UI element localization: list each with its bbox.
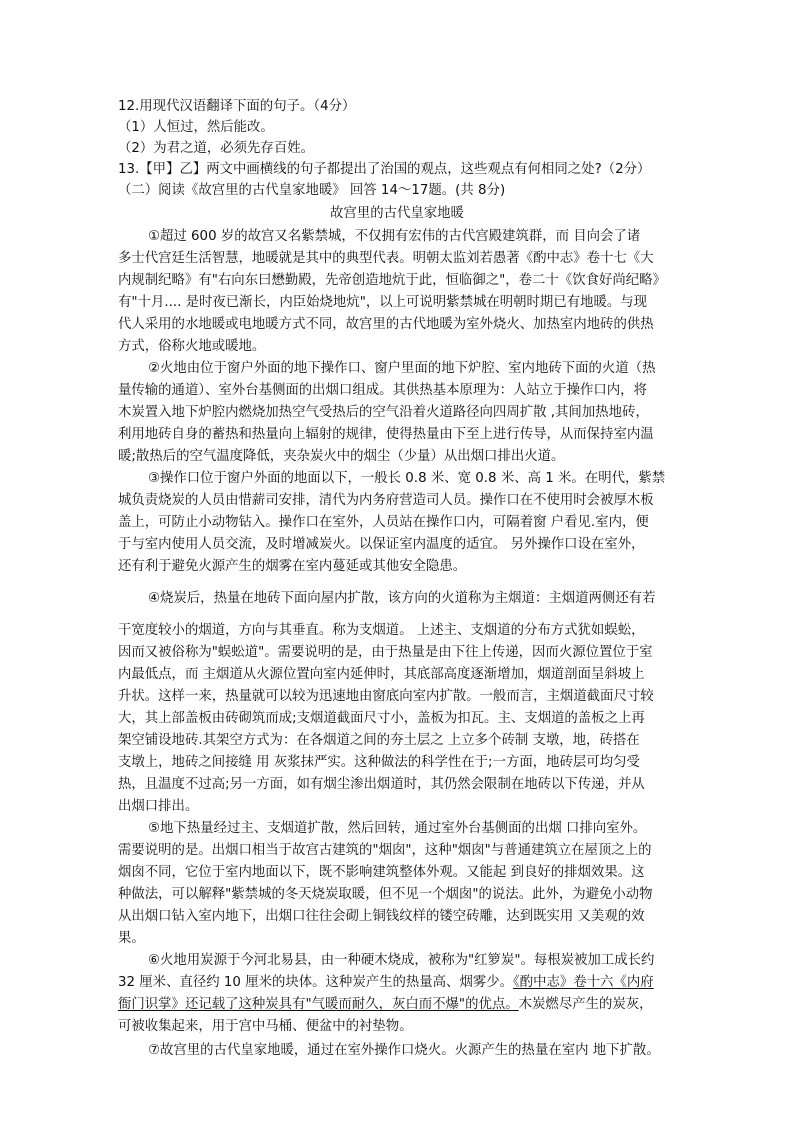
paragraph-line: 多士代宫廷生活智慧，地暖就是其中的典型代表。明朝太监刘若愚著《酌中志》卷十七《大	[118, 251, 654, 266]
paragraph-line: 代人采用的水地暖或电地暖方式不同，故宫里的古代地暖为室外烧火、加热室内地砖的供热	[118, 317, 654, 332]
underlined-text: 衙门识掌》还记载了这种炭具有"气暖而耐久，灰白而不爆"的优点。	[118, 997, 519, 1012]
paragraph-line: ③操作口位于窗户外面的地面以下，一般长 0.8 米、宽 0.8 米、高 1 米。在明代，紫禁	[148, 471, 666, 486]
paragraph-line: ⑤地下热量经过主、支烟道扩散，然后回转，通过室外台基侧面的出烟 口排向室外。	[148, 821, 647, 836]
paragraph-line: ⑦故宫里的古代皇家地暖，通过在室外操作口烧火。火源产生的热量在室内 地下扩散。	[148, 1043, 660, 1058]
paragraph-line: 支墩上，地砖之间接缝 用 灰浆抹严实。这种做法的科学性在于;一方面，地砖层可均匀受	[118, 755, 640, 770]
paragraph-line: 内规制纪略》有"右向东曰懋勤殿，先帝创造地炕于此，恒临御之"，卷二十《饮食好尚纪略》	[118, 273, 666, 288]
paragraph-line: 城负责烧炭的人员由惜薪司安排，清代为内务府营造司人员。操作口在不使用时会被厚木板	[118, 493, 654, 508]
paragraph-line: 木炭置入地下炉腔内燃烧加热空气受热后的空气沿着火道路径向四周扩散 ,其间加热地砖，	[118, 405, 649, 420]
paragraph-line: 暖;散热后的空气温度降低，夹杂炭火中的烟尘（少量）从出烟口排出火道。	[118, 449, 565, 464]
paragraph-line: 内最低点，而 主烟道从火源位置向室内延伸时，其底部高度逐渐增加，烟道剖面呈斜坡上	[118, 667, 645, 682]
paragraph-line: 烟囱不同，它位于室内地面以下，既不影响建筑整体外观。又能起 到良好的排烟效果。这	[118, 865, 645, 880]
paragraph-line: 因而又被俗称为"蜈蚣道"。需要说明的是，由于热量是由下往上传递，因而火源位置位于室	[118, 645, 653, 660]
paragraph-line: 可被收集起来，用于宫中马桶、便盆中的衬垫物。	[118, 1019, 413, 1034]
paragraph-line: 需要说明的是。出烟口相当于故宫古建筑的"烟囱"，这种"烟囱"与普通建筑立在屋顶之上的	[118, 843, 652, 858]
paragraph-line: ④烧炭后，热量在地砖下面向屋内扩散，该方向的火道称为主烟道：主烟道两侧还有若	[148, 591, 656, 606]
line-text: 木炭燃尽产生的炭灰，	[518, 997, 653, 1012]
paragraph-line: 有"十月.... 是时夜已渐长，内臣始烧地炕"，以上可说明紫禁城在明朝时期已有地暖。与现	[118, 295, 648, 310]
article-title: 故宫里的古代皇家地暖	[330, 206, 464, 221]
paragraph-line: 从出烟口钻入室内地下，出烟口往往会砌上铜钱纹样的镂空砖雕，达到既实用 又美观的效	[118, 909, 645, 924]
paragraph-line: 还有利于避免火源产生的烟雾在室内蔓延或其他安全隐患。	[118, 559, 467, 574]
paragraph-line: ⑥火地用炭源于今河北易县，由一种硬木烧成，被称为"红箩炭"。每根炭被加工成长约	[148, 953, 655, 968]
paragraph-line: 于与室内使用人员交流，及时增减炭火。以保证室内温度的适宜。 另外操作口设在室外，	[118, 537, 645, 552]
paragraph-line: 利用地砖自身的蓄热和热量向上辐射的规律，使得热量由下至上进行传导，从而保持室内温	[118, 427, 654, 442]
paragraph-line: ②火地由位于窗户外面的地下操作口、窗户里面的地下炉腔、室内地砖下面的火道（热	[148, 361, 656, 376]
paragraph-line: 种做法，可以解释"紫禁城的冬天烧炭取暖，但不见一个烟囱"的说法。此外，为避免小动物	[118, 887, 653, 902]
paragraph-line: 干宽度较小的烟道，方向与其垂直。称为支烟道。 上述主、支烟道的分布方式犹如蜈蚣，	[118, 623, 645, 638]
paragraph-line: 热，且温度不过高;另一方面，如有烟尘渗出烟道时，其仍然会限制在地砖以下传递，并从	[118, 777, 645, 792]
paragraph-line: 果。	[118, 931, 145, 946]
paragraph-line: 出烟口排出。	[118, 799, 199, 814]
section-2-heading: （二）阅读《故宫里的古代皇家地暖》 回答 14～17题。(共 8分)	[118, 183, 506, 198]
paragraph-line	[118, 974, 654, 992]
underlined-text: 《酌中志》卷十六《内府	[513, 975, 654, 990]
paragraph-line: 大，其上部盖板由砖砌筑而成;支烟道截面尺寸小，盖板为扣瓦。主、支烟道的盖板之上再	[118, 711, 645, 726]
paragraph-line: 架空铺设地砖.其架空方式为：在各烟道之间的夯土层之 上立多个砖制 支墩，地，砖搭在	[118, 733, 640, 748]
paragraph-line: 盖上，可防止小动物钻入。操作口在室外，人员站在操作口内，可隔着窗 户看见.室内，便	[118, 515, 649, 530]
paragraph-line: 升状。这样一来，热量就可以较为迅速地由窗底向室内扩散。一般而言，主烟道截面尺寸较	[118, 689, 654, 704]
paragraph-line	[118, 996, 653, 1014]
question-12-2: （2）为君之道，必须先存百姓。	[118, 141, 314, 156]
question-13: 13.【甲】乙】两文中画横线的句子都提出了治国的观点，这些观点有何相同之处?（2分）	[118, 162, 651, 177]
line-text: 32 厘米、直径约 10 厘米的块体。这种炭产生的热量高、烟雾少。	[118, 975, 514, 990]
paragraph-line: ①超过 600 岁的故宫又名紫禁城，不仅拥有宏伟的古代宫殿建筑群，而 目向会了诸	[148, 229, 641, 244]
paragraph-line: 方式，俗称火地或暖地。	[118, 339, 266, 354]
question-12-1: （1）人恒过，然后能改。	[118, 120, 274, 135]
question-12: 12.用现代汉语翻译下面的句子。（4分）	[118, 99, 356, 114]
paragraph-line: 量传输的通道）、室外台基侧面的出烟口组成。其供热基本原理为：人站立于操作口内，将	[118, 383, 647, 398]
